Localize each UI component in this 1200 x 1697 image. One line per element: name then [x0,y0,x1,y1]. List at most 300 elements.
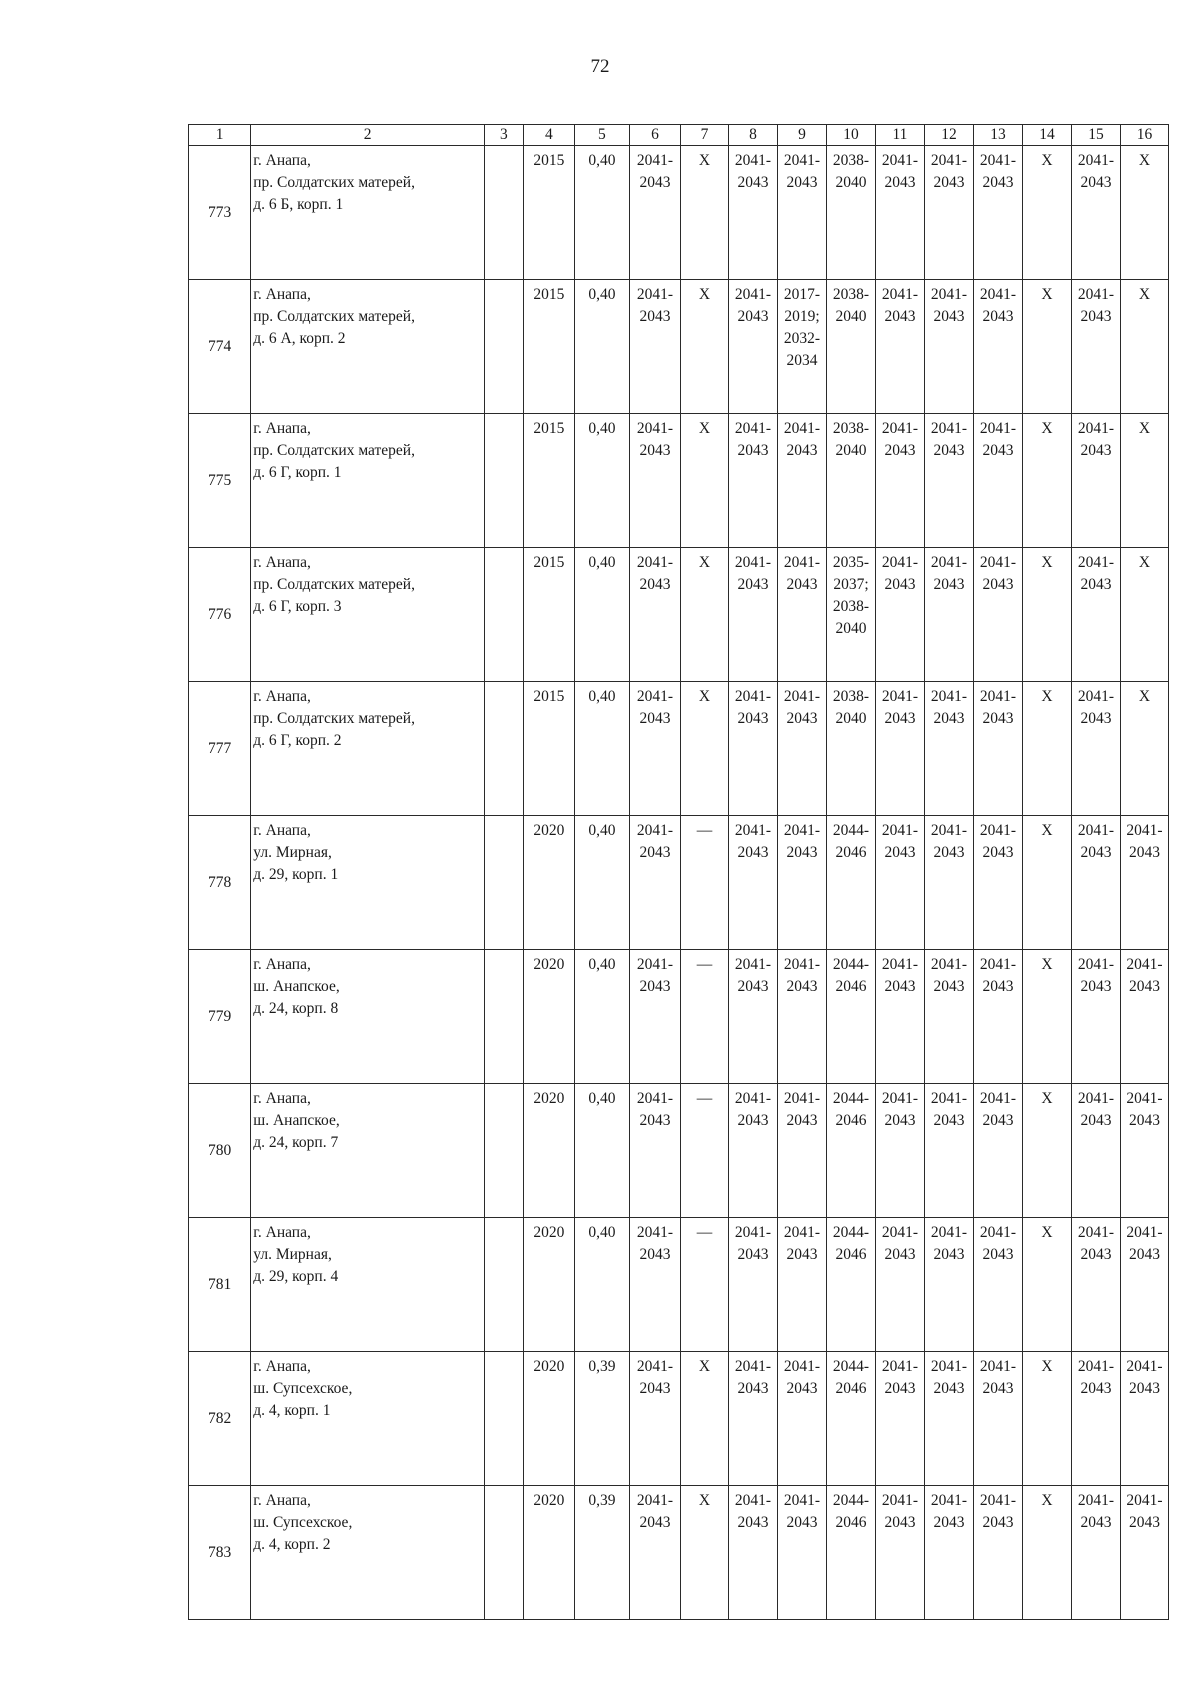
cell-c9 [777,950,826,1084]
cell-c11 [875,950,924,1084]
address-line: д. 6 Г, корп. 2 [253,732,342,749]
cell-line: 2043 [737,1112,769,1129]
cell-line: 2043 [639,710,671,727]
cell-c12 [924,1218,973,1352]
table-body [189,146,1169,1620]
cell-c9 [777,682,826,816]
cell-c15 [1071,950,1120,1084]
cell-c8 [728,1084,777,1218]
cell-line: X [1138,420,1151,437]
cell-c10 [826,1218,875,1352]
cell-line: 2041- [930,956,968,973]
cell-line: — [696,1224,713,1241]
address-line: г. Анапа, [253,286,311,303]
cell-line: 2041- [734,286,772,303]
cell-c14 [1022,950,1071,1084]
cell-c13 [973,1084,1022,1218]
cell-c5 [574,1084,629,1218]
cell-c6 [629,1218,680,1352]
cell-c9 [777,414,826,548]
address-line: г. Анапа, [253,1492,311,1509]
cell-c7 [681,1084,729,1218]
cell-line: X [698,1492,711,1509]
cell-c10 [826,950,875,1084]
cell-line: 2041- [930,554,968,571]
row-number: 775 [189,414,251,548]
address-line: д. 24, корп. 7 [253,1134,339,1151]
cell-line: 2043 [786,1514,818,1531]
cell-c4 [523,548,574,682]
cell-line: 2032- [783,330,821,347]
cell-line: 2020 [533,1358,565,1375]
cell-line: 2043 [982,442,1014,459]
cell-line: 0,40 [588,420,616,437]
address-line: д. 6 А, корп. 2 [253,330,346,347]
cell-line: 2041- [930,1224,968,1241]
cell-c7 [681,280,729,414]
cell-c5 [574,146,629,280]
cell-line: 2041- [636,688,674,705]
address-line: ш. Супсехское, [253,1514,353,1531]
cell-c14 [1022,1352,1071,1486]
address-line: г. Анапа, [253,554,311,571]
cell-c8 [728,950,777,1084]
address-line: д. 24, корп. 8 [253,1000,339,1017]
cell-c11 [875,414,924,548]
cell-line: 2041- [783,1090,821,1107]
cell-c15 [1071,1486,1120,1620]
cell-line: — [696,956,713,973]
cell-c4 [523,414,574,548]
cell-line: 2043 [1080,978,1112,995]
cell-c14 [1022,1084,1071,1218]
cell-line: 2043 [786,1380,818,1397]
cell-line: 2041- [783,1358,821,1375]
address-line: г. Анапа, [253,956,311,973]
cell-line: 2041- [1077,688,1115,705]
cell-line: X [698,1358,711,1375]
cell-line: 2041- [881,1224,919,1241]
cell-line: 2015 [533,286,565,303]
cell-c15 [1071,1084,1120,1218]
address-line: пр. Солдатских матерей, [253,174,415,191]
cell-line: 2041- [930,1358,968,1375]
cell-c12 [924,548,973,682]
cell-line: X [1138,152,1151,169]
cell-line: 2041- [783,956,821,973]
address-line: г. Анапа, [253,688,311,705]
cell-line: 2040 [835,308,867,325]
cell-c8 [728,548,777,682]
cell-line: 2043 [1128,844,1160,861]
cell-c8 [728,1352,777,1486]
cell-c4 [523,1084,574,1218]
cell-c6 [629,816,680,950]
cell-c14 [1022,280,1071,414]
table-row [189,682,1169,816]
address-cell [251,280,485,414]
cell-c12 [924,816,973,950]
cell-line: 2043 [933,174,965,191]
column-header: 8 [728,125,777,146]
cell-line: X [698,286,711,303]
cell-line: 2041- [1077,822,1115,839]
cell-line: 2043 [884,576,916,593]
table-row [189,1352,1169,1486]
cell-line: 2046 [835,978,867,995]
cell-line: 2041- [881,286,919,303]
cell-line: 2043 [933,978,965,995]
column-header: 6 [629,125,680,146]
cell-line: 2041- [881,1492,919,1509]
cell-c16 [1120,280,1168,414]
table-row [189,414,1169,548]
address-cell [251,816,485,950]
cell-line: 2041- [930,1090,968,1107]
table-row [189,950,1169,1084]
cell-line: 2043 [982,1112,1014,1129]
cell-line: X [698,688,711,705]
cell-line: 2043 [639,174,671,191]
cell-c4 [523,1218,574,1352]
cell-c4 [523,280,574,414]
header-row [189,125,1169,146]
cell-c15 [1071,548,1120,682]
cell-c8 [728,146,777,280]
cell-c5 [574,548,629,682]
cell-c16 [1120,548,1168,682]
cell-c10 [826,1352,875,1486]
cell-line: 2043 [737,1380,769,1397]
cell-line: 2043 [884,174,916,191]
cell-c16 [1120,682,1168,816]
cell-c14 [1022,816,1071,950]
address-cell [251,1218,485,1352]
cell-c3 [485,548,524,682]
cell-line: 2041- [734,1090,772,1107]
cell-c6 [629,1352,680,1486]
cell-c10 [826,280,875,414]
cell-line: 2041- [636,1090,674,1107]
cell-c16 [1120,1352,1168,1486]
cell-line: 2043 [639,1514,671,1531]
address-line: ул. Мирная, [253,844,332,861]
cell-line: 2043 [786,844,818,861]
cell-line: 2041- [930,420,968,437]
cell-c16 [1120,1218,1168,1352]
cell-line: 2041- [1126,956,1163,973]
address-line: д. 29, корп. 4 [253,1268,339,1285]
cell-c4 [523,146,574,280]
cell-line: 2017- [783,286,821,303]
cell-line: 2041- [1077,152,1115,169]
cell-line: 2043 [786,442,818,459]
cell-line: 2043 [933,576,965,593]
row-number: 779 [189,950,251,1084]
cell-c8 [728,682,777,816]
column-header: 5 [574,125,629,146]
cell-line: 2043 [1080,844,1112,861]
cell-c15 [1071,1218,1120,1352]
cell-line: 2046 [835,1514,867,1531]
cell-line: 2041- [930,152,968,169]
cell-c3 [485,950,524,1084]
cell-line: 2043 [933,1112,965,1129]
cell-line: 2041- [1077,286,1115,303]
table-row [189,1218,1169,1352]
cell-line: 2041- [734,822,772,839]
cell-line: 0,40 [588,286,616,303]
row-number: 776 [189,548,251,682]
cell-c12 [924,1352,973,1486]
cell-c16 [1120,950,1168,1084]
cell-c11 [875,682,924,816]
cell-line: 2041- [881,822,919,839]
cell-line: 2043 [1080,308,1112,325]
cell-c12 [924,950,973,1084]
cell-line: X [1041,420,1053,437]
cell-c10 [826,1486,875,1620]
cell-line: 2040 [835,442,867,459]
column-header: 15 [1071,125,1120,146]
cell-line: 2040 [835,620,867,637]
address-line: пр. Солдатских матерей, [253,710,415,727]
cell-c11 [875,816,924,950]
cell-line: 2043 [639,308,671,325]
cell-line: 2043 [1080,442,1112,459]
cell-line: 2043 [884,844,916,861]
column-header: 16 [1120,125,1168,146]
cell-line: 2041- [783,420,821,437]
cell-line: 2043 [737,576,769,593]
cell-line: 2015 [533,152,565,169]
cell-line: 2041- [1126,1358,1163,1375]
column-header: 10 [826,125,875,146]
cell-line: 2044- [832,1224,870,1241]
cell-c15 [1071,816,1120,950]
cell-line: 2043 [1080,1380,1112,1397]
address-line: ш. Анапское, [253,1112,340,1129]
row-number: 778 [189,816,251,950]
cell-line: 2041- [881,688,919,705]
cell-line: 2041- [734,554,772,571]
cell-c6 [629,414,680,548]
address-line: д. 6 Б, корп. 1 [253,196,344,213]
cell-line: 2020 [533,1224,565,1241]
cell-line: 2041- [636,1224,674,1241]
cell-line: 2043 [639,1112,671,1129]
cell-line: 0,40 [588,956,616,973]
cell-c11 [875,1352,924,1486]
cell-line: X [698,554,711,571]
cell-line: 2041- [783,1492,821,1509]
cell-line: 2043 [1080,1112,1112,1129]
column-header: 3 [485,125,524,146]
cell-line: 0,39 [588,1492,616,1509]
cell-c11 [875,548,924,682]
cell-line: 2043 [737,1246,769,1263]
cell-line: 2043 [737,978,769,995]
cell-line: 2041- [636,822,674,839]
column-header: 9 [777,125,826,146]
cell-line: 2041- [881,420,919,437]
cell-c14 [1022,1486,1071,1620]
cell-c5 [574,682,629,816]
cell-line: 2015 [533,688,565,705]
cell-line: 2041- [881,554,919,571]
column-header: 2 [251,125,485,146]
cell-c3 [485,1486,524,1620]
row-number: 777 [189,682,251,816]
cell-c8 [728,816,777,950]
cell-c7 [681,950,729,1084]
address-line: г. Анапа, [253,152,311,169]
cell-line: 0,40 [588,1224,616,1241]
address-line: ш. Супсехское, [253,1380,353,1397]
cell-line: 2041- [734,152,772,169]
cell-c16 [1120,414,1168,548]
cell-c12 [924,414,973,548]
address-line: ш. Анапское, [253,978,340,995]
cell-line: 2043 [786,710,818,727]
table-row [189,1486,1169,1620]
cell-c3 [485,414,524,548]
cell-c3 [485,1218,524,1352]
table-row [189,1084,1169,1218]
address-line: г. Анапа, [253,420,311,437]
cell-line: 2041- [881,1090,919,1107]
cell-line: 2043 [1128,1246,1160,1263]
cell-line: 2043 [982,576,1014,593]
cell-line: 2043 [1080,710,1112,727]
cell-line: 0,40 [588,688,616,705]
cell-line: X [1041,1492,1053,1509]
cell-line: X [1041,822,1053,839]
cell-line: X [1041,286,1053,303]
cell-c8 [728,280,777,414]
cell-c8 [728,414,777,548]
cell-c12 [924,280,973,414]
cell-line: 2044- [832,1492,870,1509]
cell-c7 [681,1218,729,1352]
address-cell [251,146,485,280]
cell-line: 2041- [636,1358,674,1375]
cell-c5 [574,816,629,950]
cell-c7 [681,548,729,682]
cell-c9 [777,146,826,280]
cell-line: 2041- [734,688,772,705]
cell-c10 [826,146,875,280]
cell-c11 [875,1486,924,1620]
cell-line: 2041- [734,956,772,973]
cell-c14 [1022,146,1071,280]
cell-c3 [485,816,524,950]
cell-c13 [973,1486,1022,1620]
cell-c14 [1022,682,1071,816]
cell-line: 2020 [533,1492,565,1509]
cell-c13 [973,1352,1022,1486]
cell-c4 [523,1486,574,1620]
cell-c7 [681,146,729,280]
cell-line: 2041- [930,1492,968,1509]
cell-line: 2034 [786,352,818,369]
cell-line: 2041- [979,1358,1017,1375]
cell-c9 [777,816,826,950]
cell-line: 2043 [933,308,965,325]
cell-line: 2043 [884,978,916,995]
cell-line: 2043 [982,978,1014,995]
cell-line: 2041- [783,1224,821,1241]
cell-line: 2043 [982,174,1014,191]
cell-line: 2015 [533,420,565,437]
cell-c13 [973,146,1022,280]
cell-c7 [681,1352,729,1486]
cell-line: 2046 [835,1380,867,1397]
cell-line: 2041- [783,688,821,705]
cell-c13 [973,414,1022,548]
cell-c8 [728,1218,777,1352]
cell-line: 2037; [833,576,869,593]
register-table [188,124,1169,1620]
cell-line: 2041- [979,554,1017,571]
cell-c5 [574,1218,629,1352]
cell-c6 [629,1084,680,1218]
cell-line: 2020 [533,956,565,973]
cell-c7 [681,1486,729,1620]
cell-c14 [1022,1218,1071,1352]
row-number: 773 [189,146,251,280]
cell-line: 2020 [533,1090,565,1107]
cell-line: 2044- [832,1090,870,1107]
cell-c13 [973,682,1022,816]
cell-line: 2041- [979,822,1017,839]
cell-c6 [629,1486,680,1620]
cell-line: 2046 [835,844,867,861]
cell-line: X [1138,286,1151,303]
address-line: г. Анапа, [253,1224,311,1241]
cell-line: 2043 [786,978,818,995]
cell-c16 [1120,816,1168,950]
cell-line: 2040 [835,710,867,727]
cell-c4 [523,950,574,1084]
cell-c9 [777,1486,826,1620]
cell-c15 [1071,682,1120,816]
cell-line: X [1041,1090,1053,1107]
cell-line: 2043 [982,1514,1014,1531]
table-row [189,146,1169,280]
cell-line: 2043 [884,308,916,325]
cell-line: 2038- [832,152,870,169]
cell-c11 [875,280,924,414]
row-number: 780 [189,1084,251,1218]
cell-line: 2041- [1126,1224,1163,1241]
cell-line: 2041- [979,1090,1017,1107]
cell-line: 2043 [982,710,1014,727]
address-line: г. Анапа, [253,1358,311,1375]
address-line: пр. Солдатских матерей, [253,308,415,325]
cell-line: 2043 [884,1246,916,1263]
cell-c11 [875,146,924,280]
cell-line: 0,40 [588,822,616,839]
cell-line: 2041- [979,1492,1017,1509]
cell-c5 [574,1486,629,1620]
cell-line: 2041- [636,956,674,973]
cell-line: 2041- [930,822,968,839]
cell-line: 2043 [933,844,965,861]
cell-c3 [485,146,524,280]
cell-line: 2043 [884,710,916,727]
cell-c15 [1071,280,1120,414]
